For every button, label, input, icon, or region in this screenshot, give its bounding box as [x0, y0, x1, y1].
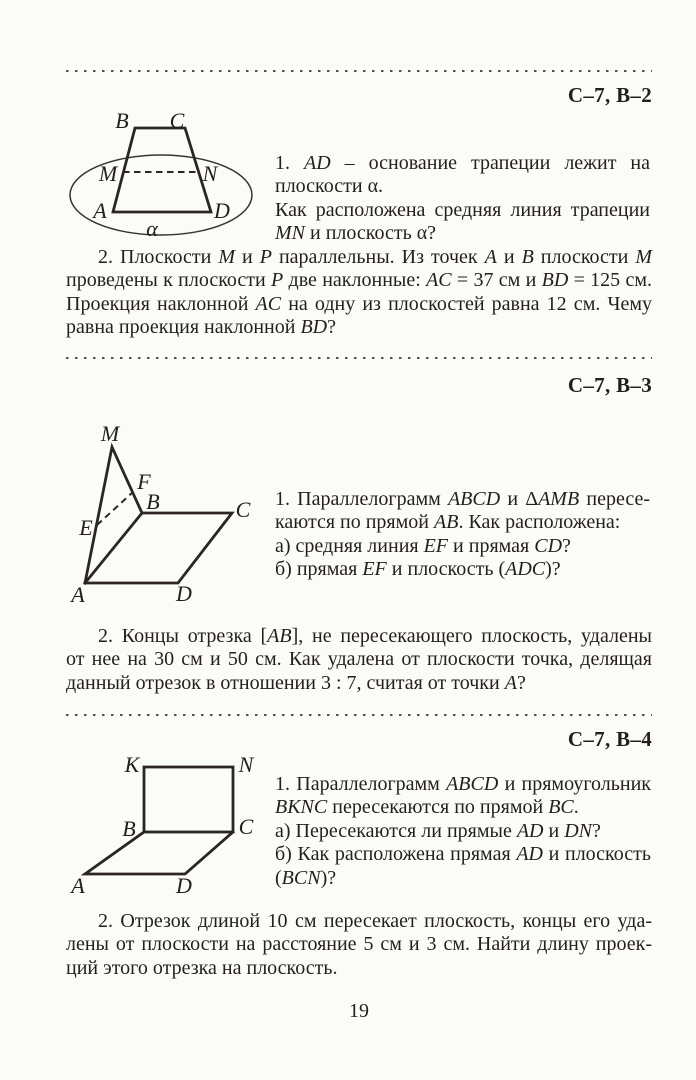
label-K: K [124, 752, 140, 777]
parallelogram-ABCD [85, 832, 233, 874]
text-line: 2. Плоскости M и P параллельны. Из точек A и B плоскости M [98, 246, 653, 268]
text-line: 2. Отрезок длиной 10 см пересекает плоскость, концы его уда- [98, 910, 652, 932]
label-B: B [122, 816, 136, 841]
text-line: а) Пересекаются ли прямые AD и DN? [275, 819, 601, 842]
label-M: M [98, 161, 118, 186]
text-line: BKNC пересекаются по прямой BC. [275, 796, 579, 819]
text-line: ций этого отрезка на плоскость. [66, 956, 338, 979]
label-B: B [115, 108, 129, 133]
text-line: проведены к плоскости P две наклонные: AC = 37 см и BD = 125 см. [66, 269, 653, 292]
problem-1-text [275, 488, 650, 582]
text-line: 1. Параллелограмм ABCD и прямоугольник [275, 773, 651, 795]
label-alpha: α [146, 216, 158, 241]
text-line: лены от плоскости на расстояние 5 см и 3 см. Найти длину проек- [66, 933, 652, 956]
text-line: плоскости α. [275, 175, 384, 198]
text-line: MN и плоскость α? [275, 222, 437, 245]
dotted-divider [66, 357, 652, 360]
text-line: равна проекция наклонной BD? [66, 316, 336, 339]
variant-header: С–7, В–2 [567, 83, 652, 107]
variant-header: С–7, В–4 [567, 727, 652, 751]
problem-1-text [275, 152, 650, 246]
triangle-parallelogram-diagram [70, 421, 255, 607]
label-A: A [93, 198, 107, 223]
text-line: (BCN)? [275, 866, 337, 889]
problem-2-text [66, 246, 652, 340]
trapezoid-on-plane-diagram [55, 108, 265, 248]
problem-2-text [66, 910, 652, 980]
dotted-divider [66, 714, 652, 717]
label-C: C [238, 814, 254, 839]
label-B: B [146, 489, 160, 514]
rectangle-parallelogram-diagram [65, 752, 260, 900]
parallelogram-ABCD [85, 513, 232, 583]
text-line: б) Как расположена прямая AD и плоскость [275, 843, 651, 866]
text-line: 2. Концы отрезка [AB], не пересекающего плоскость, удалены [98, 625, 652, 647]
text-line: данный отрезок в отношении 3 : 7, считая от точки A? [66, 671, 526, 694]
problem-2-text [66, 625, 652, 695]
label-F: F [137, 469, 151, 494]
text-line: каются по прямой AB. Как расположена: [275, 511, 621, 534]
label-E: E [79, 515, 93, 540]
label-D: D [176, 581, 192, 606]
label-A: A [71, 582, 85, 607]
problem-1-text [275, 773, 651, 890]
trapezoid-ABCD [113, 128, 211, 212]
label-C: C [235, 497, 251, 522]
label-A: A [71, 873, 85, 898]
text-line: б) прямая EF и плоскость (ADC)? [275, 558, 561, 581]
variant-header: С–7, В–3 [567, 373, 652, 397]
rectangle-BKNC [144, 767, 233, 832]
text-line: Проекция наклонной AC на одну из плоскостей равна 12 см. Чему [66, 292, 652, 315]
label-D: D [176, 873, 192, 898]
text-line: а) средняя линия EF и прямая CD? [275, 534, 571, 557]
page-number: 19 [349, 1000, 369, 1022]
triangle-AMB [85, 447, 142, 583]
label-M: M [100, 421, 120, 446]
label-N: N [238, 752, 254, 777]
label-C: C [169, 108, 185, 133]
text-line: 1. AD – основание трапеции лежит на [275, 152, 651, 174]
text-line: Как расположена средняя линия трапеции [275, 198, 650, 221]
plane-alpha-ellipse [70, 155, 252, 235]
dotted-divider [66, 70, 652, 73]
label-D: D [214, 198, 230, 223]
text-line: 1. Параллелограмм ABCD и ΔAMB пересе- [275, 488, 650, 510]
label-N: N [202, 161, 218, 186]
text-line: от нее на 30 см и 50 см. Как удалена от плоскости точка, делящая [66, 648, 652, 671]
